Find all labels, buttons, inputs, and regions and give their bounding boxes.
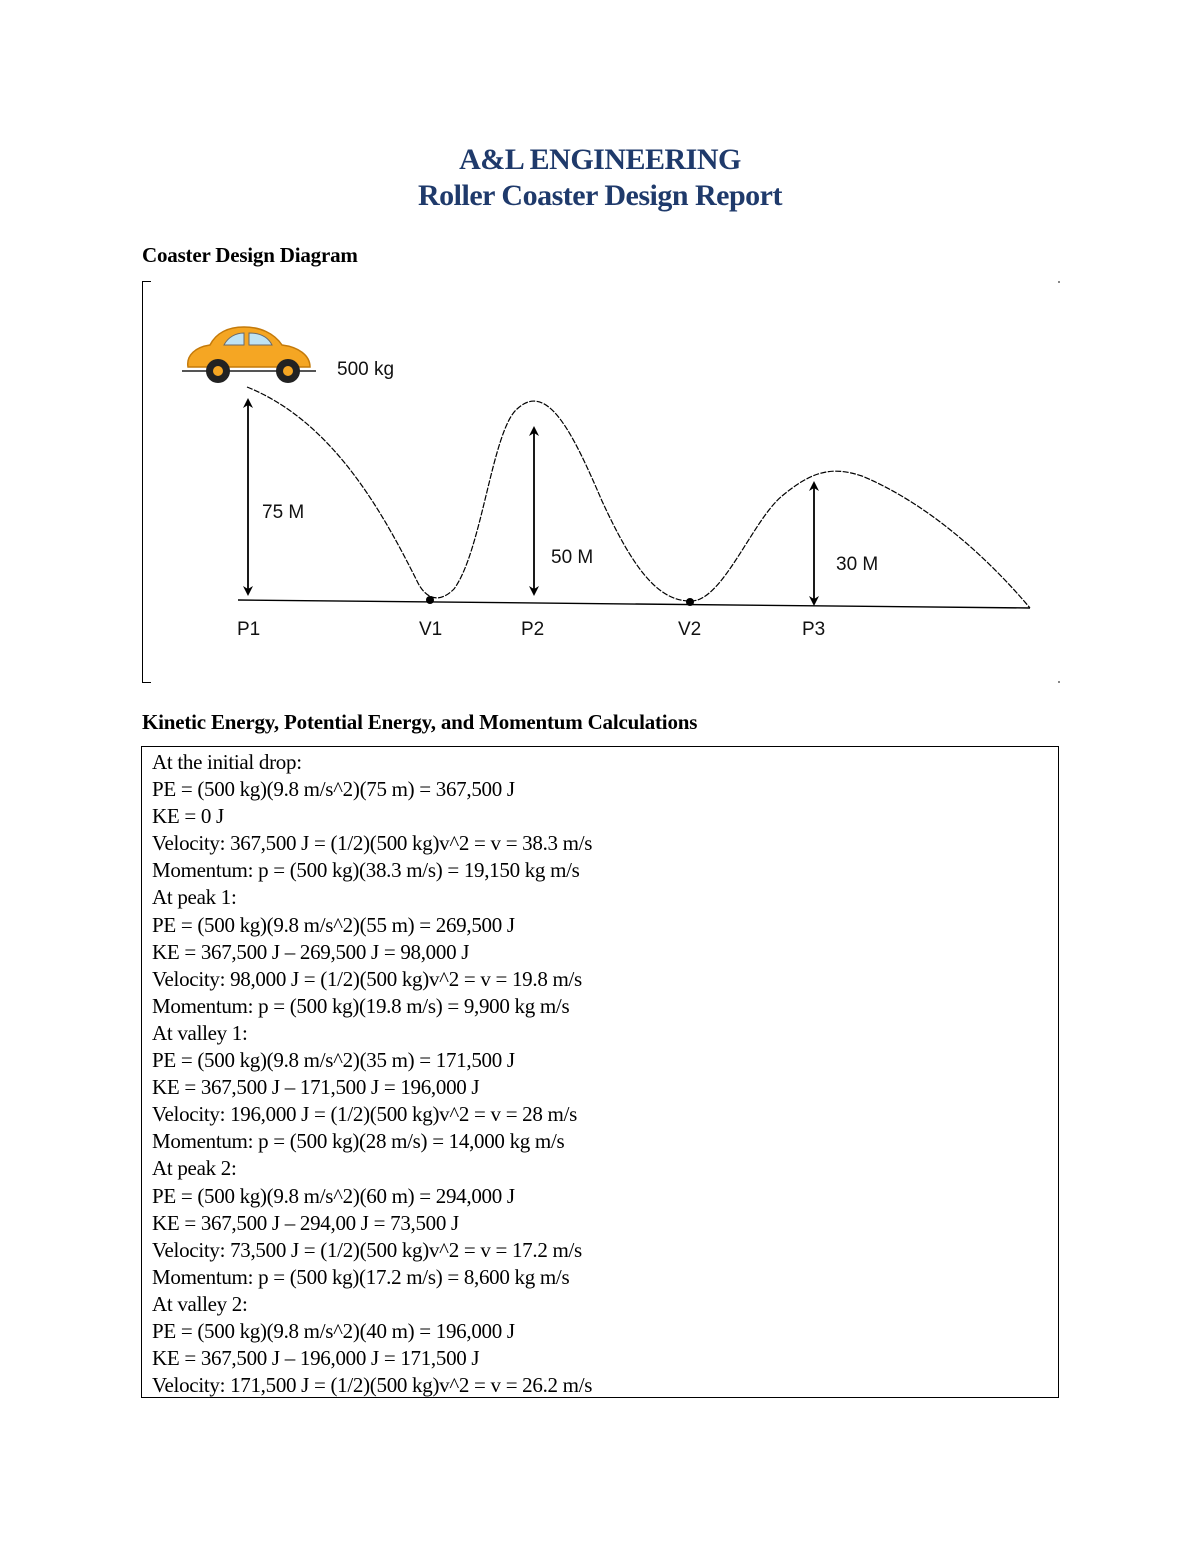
report-title: Roller Coaster Design Report <box>418 179 782 212</box>
calculation-line: KE = 367,500 J – 171,500 J = 196,000 J <box>152 1075 480 1100</box>
calculation-line: Momentum: p = (500 kg)(38.3 m/s) = 19,150 kg m/s <box>152 858 580 883</box>
point-label-v2: V2 <box>678 619 702 640</box>
height-label-50m: 50 M <box>551 547 594 568</box>
point-label-p2: P2 <box>521 619 545 640</box>
coaster-diagram <box>142 281 1060 683</box>
calculation-line: KE = 367,500 J – 294,00 J = 73,500 J <box>152 1210 459 1235</box>
calculation-line: KE = 0 J <box>152 804 224 829</box>
car-icon <box>182 327 316 383</box>
calculations-list <box>142 747 1058 1398</box>
coaster-diagram-svg <box>142 281 1060 683</box>
calculation-line: PE = (500 kg)(9.8 m/s^2)(75 m) = 367,500 J <box>152 777 515 802</box>
calculation-line: Momentum: p = (500 kg)(17.2 m/s) = 8,600 kg m/s <box>152 1264 570 1289</box>
mass-label: 500 kg <box>337 359 395 380</box>
height-label-30m: 30 M <box>836 554 879 575</box>
calculations-box <box>141 746 1059 1398</box>
calculation-line: At peak 2: <box>152 1156 237 1181</box>
calculation-line: At the initial drop: <box>152 750 302 774</box>
company-name: A&L ENGINEERING <box>459 143 741 176</box>
calculation-line: PE = (500 kg)(9.8 m/s^2)(55 m) = 269,500 J <box>152 912 515 937</box>
calculation-line: KE = 367,500 J – 269,500 J = 98,000 J <box>152 939 470 964</box>
point-label-p3: P3 <box>802 619 826 640</box>
calculation-line: Velocity: 73,500 J = (1/2)(500 kg)v^2 = v = 17.2 m/s <box>152 1237 582 1262</box>
point-label-p1: P1 <box>237 619 261 640</box>
calculation-line: PE = (500 kg)(9.8 m/s^2)(40 m) = 196,000 J <box>152 1318 515 1343</box>
calculation-line: Velocity: 196,000 J = (1/2)(500 kg)v^2 = v = 28 m/s <box>152 1102 577 1127</box>
diagram-heading: Coaster Design Diagram <box>142 243 358 267</box>
calculation-line: Velocity: 98,000 J = (1/2)(500 kg)v^2 = v = 19.8 m/s <box>152 966 582 991</box>
calculation-line: Velocity: 171,500 J = (1/2)(500 kg)v^2 = v = 26.2 m/s <box>152 1373 593 1398</box>
calculation-line: PE = (500 kg)(9.8 m/s^2)(60 m) = 294,000 J <box>152 1183 515 1208</box>
calculation-line: At valley 2: <box>152 1291 248 1316</box>
report-header <box>0 142 1200 214</box>
calculation-line: PE = (500 kg)(9.8 m/s^2)(35 m) = 171,500 J <box>152 1048 515 1073</box>
ground-line <box>238 600 1030 608</box>
coaster-track <box>247 387 1030 608</box>
calculation-line: Momentum: p = (500 kg)(19.8 m/s) = 9,900 kg m/s <box>152 993 570 1018</box>
valley-1-dot <box>426 596 434 604</box>
calculation-line: Velocity: 367,500 J = (1/2)(500 kg)v^2 = v = 38.3 m/s <box>152 831 593 856</box>
height-label-75m: 75 M <box>262 502 305 523</box>
point-label-v1: V1 <box>419 619 443 640</box>
calculation-line: At peak 1: <box>152 885 237 910</box>
calculation-line: At valley 1: <box>152 1020 248 1045</box>
calculations-heading: Kinetic Energy, Potential Energy, and Momentum Calculations <box>142 710 698 734</box>
calculation-line: KE = 367,500 J – 196,000 J = 171,500 J <box>152 1346 480 1371</box>
valley-2-dot <box>686 598 694 606</box>
calculation-line: Momentum: p = (500 kg)(28 m/s) = 14,000 kg m/s <box>152 1129 565 1154</box>
